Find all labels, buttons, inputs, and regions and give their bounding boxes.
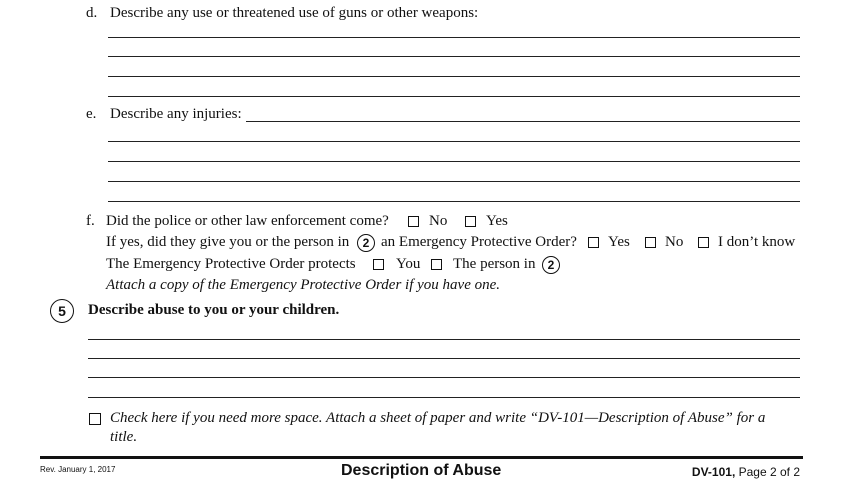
page-info [692,465,800,479]
revision-date: Rev. January 1, 2017 [40,465,116,474]
epo-question-part2: an Emergency Protective Order? [381,234,577,250]
section-d-letter: d. [86,5,98,21]
protects-person-label: The person in [453,256,536,272]
answer-line-e3[interactable] [108,181,800,182]
epo-no-label: No [665,234,684,250]
item-5-title: Describe abuse to you or your children. [88,302,340,318]
abuse-line-2[interactable] [88,358,800,359]
form-id: DV-101, [691,465,736,479]
answer-line-e2[interactable] [108,161,800,162]
answer-line-e4[interactable] [108,201,800,202]
epo-dont-know-checkbox[interactable] [698,237,709,248]
police-no-label: No [429,213,448,229]
epo-question-part1: If yes, did they give you or the person in [106,234,350,250]
epo-dont-know-label: I don’t know [718,234,796,250]
police-no-checkbox[interactable] [408,216,419,227]
ref-item-2-circle [357,234,375,252]
ref-item-2-number-b: 2 [547,258,555,272]
answer-line-d1[interactable] [108,37,800,38]
ref-item-2-circle-b [542,256,560,274]
answer-line-e0[interactable] [246,121,800,122]
protects-you-label: You [396,256,421,272]
protects-person-checkbox[interactable] [431,259,442,270]
section-d-prompt: Describe any use or threatened use of guns or other weapons: [110,5,479,21]
police-yes-checkbox[interactable] [465,216,476,227]
item-5-number: 5 [58,303,66,319]
section-e-letter: e. [86,106,97,122]
abuse-line-1[interactable] [88,339,800,340]
answer-line-d4[interactable] [108,96,800,97]
section-e-prompt: Describe any injuries: [110,106,242,122]
police-question: Did the police or other law enforcement come? [106,213,389,229]
footer-title: Description of Abuse [341,462,502,479]
ref-item-2-number: 2 [362,236,370,250]
epo-no-checkbox[interactable] [645,237,656,248]
more-space-text-line1: Check here if you need more space. Attach a sheet of paper and write “DV-101—Description of Abuse” for a [110,410,766,426]
epo-yes-checkbox[interactable] [588,237,599,248]
item-5-number-circle [50,299,74,323]
answer-line-d2[interactable] [108,56,800,57]
epo-yes-label: Yes [608,234,630,250]
protects-you-checkbox[interactable] [373,259,384,270]
section-f-letter: f. [86,213,95,229]
police-yes-label: Yes [486,213,508,229]
answer-line-d3[interactable] [108,76,800,77]
page-number: Page 2 of 2 [735,465,800,479]
answer-line-e1[interactable] [108,141,800,142]
attach-note: Attach a copy of the Emergency Protective Order if you have one. [106,277,501,293]
epo-protects-label: The Emergency Protective Order protects [106,256,356,272]
abuse-line-3[interactable] [88,377,800,378]
footer-rule [40,456,803,459]
more-space-checkbox[interactable] [89,413,101,425]
abuse-line-4[interactable] [88,397,800,398]
more-space-text-line2: title. [110,429,138,445]
